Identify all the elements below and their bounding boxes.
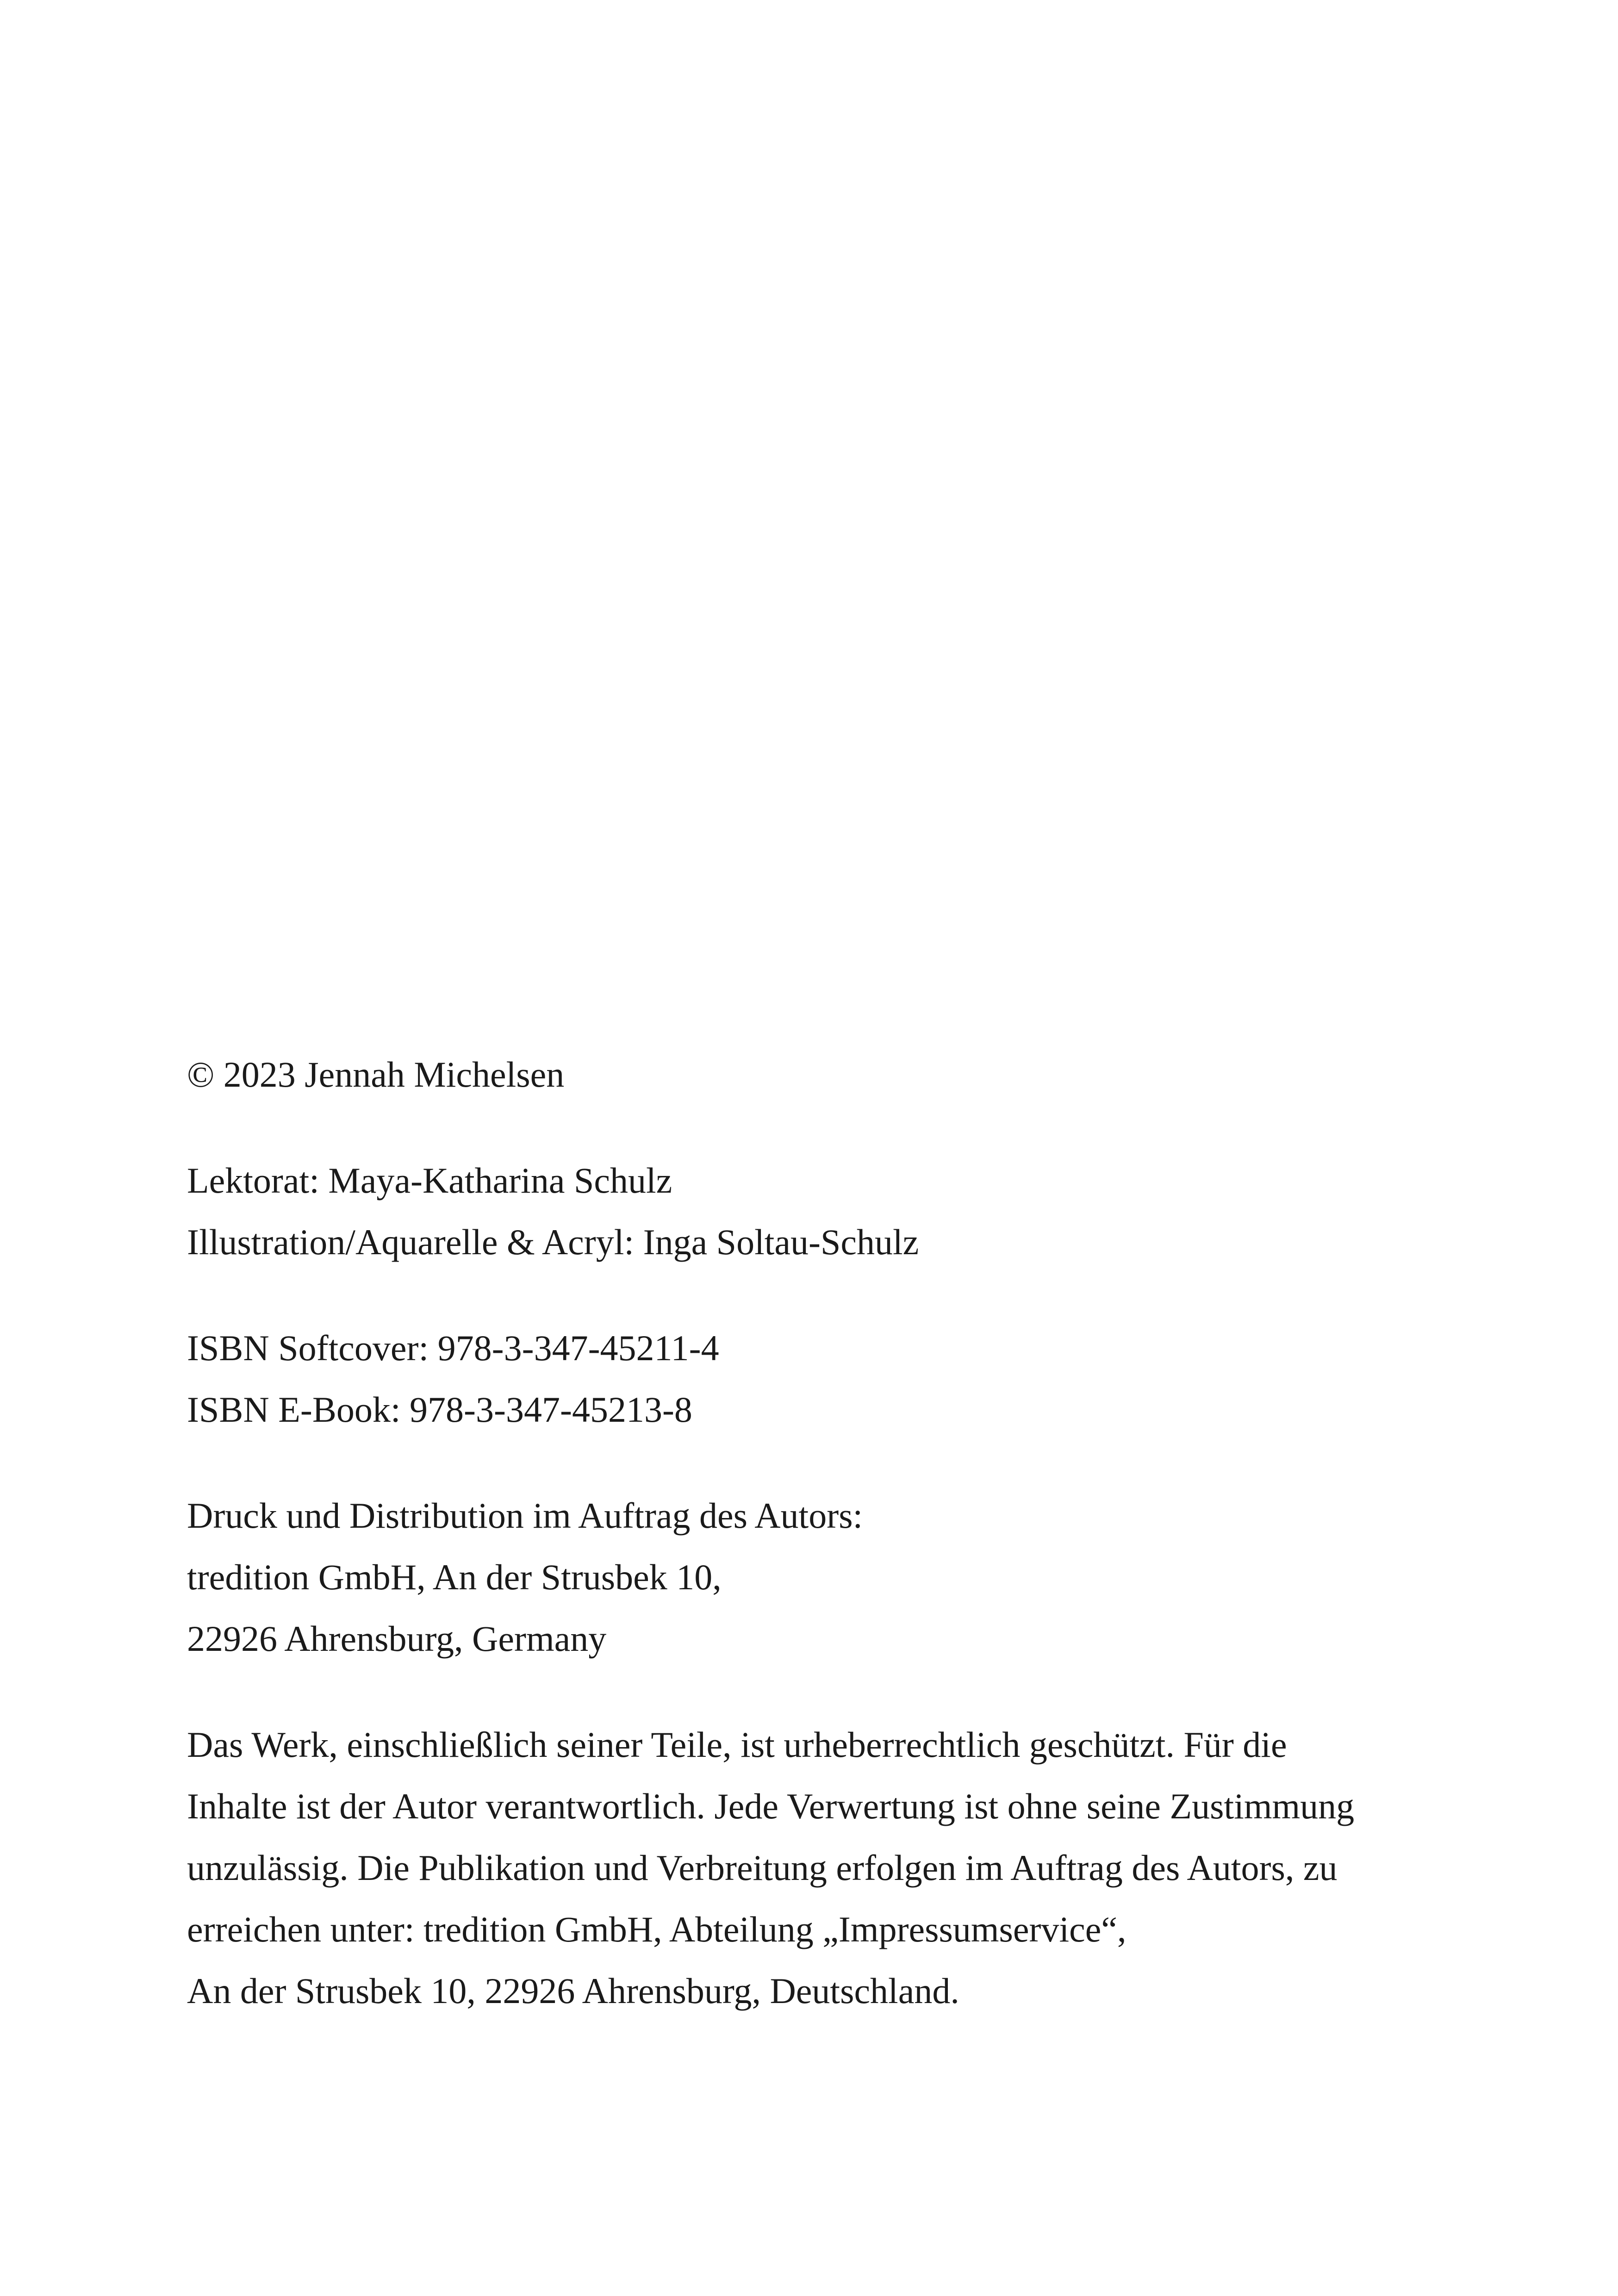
legal-line: Inhalte ist der Autor verantwortlich. Jede Verwertung ist ohne seine Zustimmung	[187, 1786, 1355, 1826]
editing-credit: Lektorat: Maya-Katharina Schulz	[187, 1160, 672, 1201]
legal-line: unzulässig. Die Publikation und Verbreitung erfolgen im Auftrag des Autors, zu	[187, 1848, 1338, 1888]
isbn-softcover: ISBN Softcover: 978-3-347-45211-4	[187, 1328, 719, 1368]
credits-block	[187, 1150, 1437, 1273]
publisher-block	[187, 1485, 1437, 1669]
copyright-block	[187, 1044, 1437, 1105]
legal-block	[187, 1714, 1437, 2022]
imprint-text	[187, 1044, 1437, 2066]
isbn-ebook: ISBN E-Book: 978-3-347-45213-8	[187, 1389, 692, 1430]
legal-line: Das Werk, einschließlich seiner Teile, ist urheberrechtlich geschützt. Für die	[187, 1724, 1287, 1765]
publisher-line-3: 22926 Ahrensburg, Germany	[187, 1618, 607, 1659]
isbn-block	[187, 1317, 1437, 1440]
legal-line: An der Strusbek 10, 22926 Ahrensburg, Deutschland.	[187, 1971, 959, 2011]
publisher-line-2: tredition GmbH, An der Strusbek 10,	[187, 1557, 722, 1597]
publisher-line-1: Druck und Distribution im Auftrag des Autors:	[187, 1495, 863, 1536]
legal-line: erreichen unter: tredition GmbH, Abteilung „Impressumservice“,	[187, 1909, 1126, 1949]
copyright-line: © 2023 Jennah Michelsen	[187, 1054, 565, 1095]
illustration-credit: Illustration/Aquarelle & Acryl: Inga Soltau-Schulz	[187, 1222, 919, 1262]
